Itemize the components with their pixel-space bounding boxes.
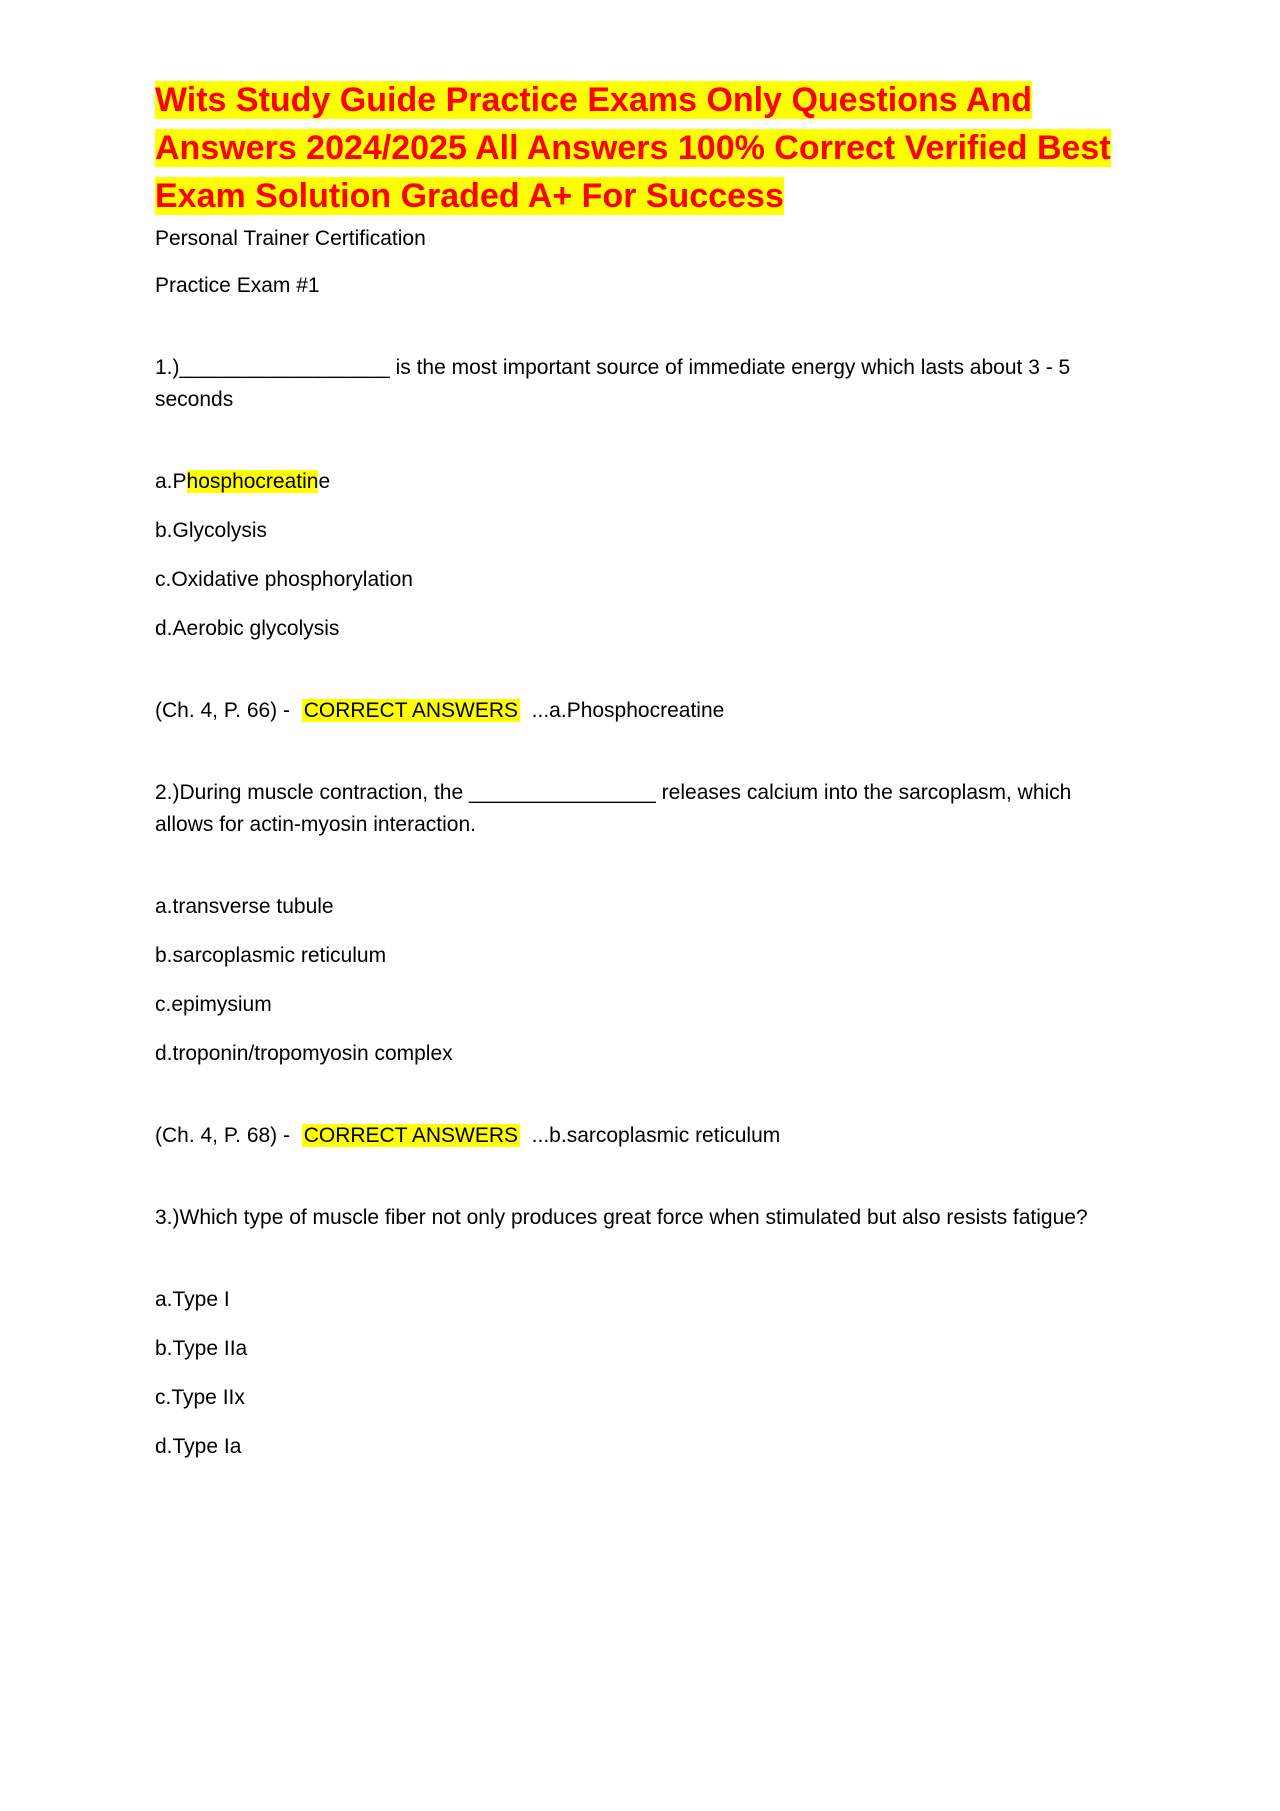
option-a-suffix: e (318, 470, 331, 493)
answer-line (155, 1120, 1135, 1152)
option-b: b.Glycolysis (155, 519, 268, 542)
option-c: c.Type IIx (155, 1386, 245, 1409)
option-d: d.Aerobic glycolysis (155, 617, 340, 640)
title-line-1: Wits Study Guide Practice Exams Only Questions And (155, 81, 1032, 119)
title-line-3: Exam Solution Graded A+ For Success (155, 177, 784, 215)
answer-ref: (Ch. 4, P. 68) - (155, 1124, 296, 1147)
option-c: c.Oxidative phosphorylation (155, 568, 413, 591)
exam-name: Practice Exam #1 (155, 274, 320, 297)
answer-ref: (Ch. 4, P. 66) - (155, 699, 296, 722)
answer-text: ...b.sarcoplasmic reticulum (525, 1124, 781, 1147)
question-3 (155, 1202, 1135, 1463)
answer-text: ...a.Phosphocreatine (525, 699, 725, 722)
option-a (155, 466, 1135, 498)
option-a: a.transverse tubule (155, 895, 334, 918)
option-d: d.troponin/tropomyosin complex (155, 1042, 453, 1065)
question-1 (155, 352, 1135, 727)
answer-label: CORRECT ANSWERS (303, 1124, 518, 1147)
option-a: a.Type I (155, 1288, 230, 1311)
answer-line (155, 695, 1135, 727)
option-a-prefix: a.P (155, 470, 187, 493)
option-a-highlight: hosphocreatin (186, 470, 319, 493)
question-stem: 3.)Which type of muscle fiber not only produces great force when stimulated but also resists fatigue? (155, 1206, 1088, 1229)
question-stem-cont: seconds (155, 388, 234, 411)
option-c: c.epimysium (155, 993, 272, 1016)
title-line-2: Answers 2024/2025 All Answers 100% Correct Verified Best (155, 129, 1111, 167)
option-d: d.Type Ia (155, 1435, 242, 1458)
question-stem: 1.)__________________ is the most important source of immediate energy which lasts about 3 - 5 (155, 356, 1071, 379)
document-page (155, 76, 1135, 1463)
subtitle: Personal Trainer Certification (155, 227, 426, 250)
option-b: b.Type IIa (155, 1337, 248, 1360)
document-title (155, 76, 1135, 220)
answer-label: CORRECT ANSWERS (303, 699, 518, 722)
question-2 (155, 777, 1135, 1152)
option-b: b.sarcoplasmic reticulum (155, 944, 387, 967)
question-stem-cont: allows for actin-myosin interaction. (155, 813, 476, 836)
question-stem: 2.)During muscle contraction, the ________________ releases calcium into the sarcoplasm, which (155, 781, 1072, 804)
